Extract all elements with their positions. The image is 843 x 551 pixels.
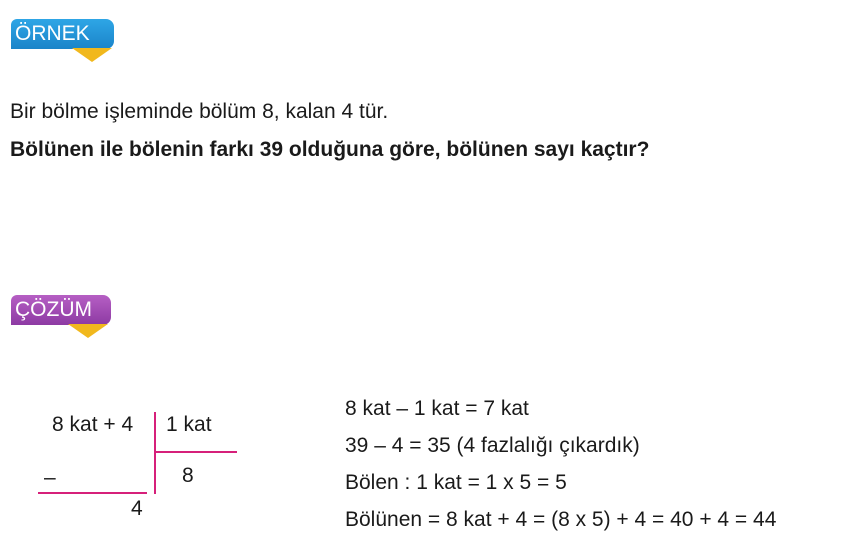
example-badge-tail <box>72 48 112 62</box>
question-line-1: Bir bölme işleminde bölüm 8, kalan 4 tür. <box>10 100 389 123</box>
solution-badge-tail <box>68 324 108 338</box>
division-horizontal-line <box>154 451 237 453</box>
divisor: 1 kat <box>166 413 212 436</box>
division-vertical-line <box>154 412 156 494</box>
solution-badge <box>11 295 111 325</box>
remainder: 4 <box>131 497 143 520</box>
minus-sign: – <box>44 466 56 489</box>
quotient: 8 <box>182 464 194 487</box>
example-badge <box>11 19 114 49</box>
solution-badge-label: ÇÖZÜM <box>15 298 92 321</box>
dividend: 8 kat + 4 <box>52 413 134 436</box>
subtraction-line <box>38 492 147 494</box>
question-line-2: Bölünen ile bölenin farkı 39 olduğuna göre, bölünen sayı kaçtır? <box>10 138 650 161</box>
solution-step-4: Bölünen = 8 kat + 4 = (8 x 5) + 4 = 40 + 4 = 44 <box>345 508 777 531</box>
solution-step-1: 8 kat – 1 kat = 7 kat <box>345 397 529 420</box>
solution-step-2: 39 – 4 = 35 (4 fazlalığı çıkardık) <box>345 434 640 457</box>
solution-step-3: Bölen : 1 kat = 1 x 5 = 5 <box>345 471 567 494</box>
example-badge-label: ÖRNEK <box>15 22 90 45</box>
